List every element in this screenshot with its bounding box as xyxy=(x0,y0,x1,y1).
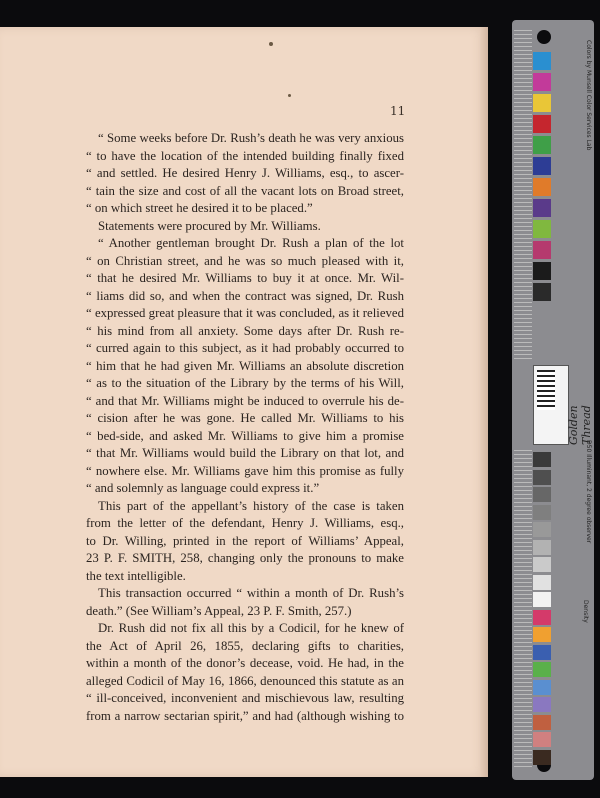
color-swatch xyxy=(533,750,551,765)
text-line: “ cision after he was gone. He called Mr. Williams to his xyxy=(86,411,404,425)
color-swatch xyxy=(533,157,551,175)
text-line: “ tain the size and cost of all the vacant lots on Broad street, xyxy=(86,183,404,198)
text-line: “ bed-side, and asked Mr. Williams to give him a promise xyxy=(86,428,404,443)
text-line: from the letter of the defendant, Henry J. Williams, esq., xyxy=(86,516,404,530)
color-swatch xyxy=(533,220,551,238)
color-swatch xyxy=(533,262,551,280)
color-swatch xyxy=(533,680,551,695)
color-swatch xyxy=(533,540,551,555)
color-swatch xyxy=(533,94,551,112)
color-swatch xyxy=(533,199,551,217)
color-swatch xyxy=(533,732,551,747)
color-swatch xyxy=(533,241,551,259)
checker-label-bottom: D50 Illuminant, 2 degree observer xyxy=(585,440,592,544)
color-swatch xyxy=(533,557,551,572)
body-text xyxy=(86,130,404,725)
text-line: “ on Christian street, and he was so much pleased with it, xyxy=(86,253,404,268)
text-line: Dr. Rush did not fix all this by a Codicil, for he knew of xyxy=(98,621,404,635)
page-number: 11 xyxy=(390,104,406,118)
text-line: “ as to the situation of the Library by the terms of his Will, xyxy=(86,376,404,390)
color-swatch xyxy=(533,52,551,70)
text-line: 23 P. F. SMITH, 258, changing only the pronouns to make xyxy=(86,551,404,565)
color-swatch xyxy=(533,487,551,502)
text-line: “ that Mr. Williams would build the Library on that lot, and xyxy=(86,446,404,460)
checker-label-top: Colors by Munsell Color Services Lab xyxy=(585,40,592,151)
target-barcode xyxy=(537,370,555,410)
ruler-scale xyxy=(514,30,532,360)
page-edge xyxy=(480,27,488,777)
text-line: the text intelligible. xyxy=(86,568,186,583)
text-line: from a narrow sectarian spirit,” and had (although wishing to xyxy=(86,708,404,723)
color-swatch xyxy=(533,610,551,625)
text-line: This part of the appellant’s history of the case is taken xyxy=(98,498,404,513)
text-line: “ liams did so, and when the contract was signed, Dr. Rush xyxy=(86,288,404,303)
text-line: “ Some weeks before Dr. Rush’s death he was very anxious xyxy=(98,131,404,145)
text-line: “ expressed great pleasure that it was concluded, as it relieved xyxy=(86,306,404,320)
text-line: “ ill-conceived, inconvenient and mischievous law, resulting xyxy=(86,691,404,705)
text-line: “ Another gentleman brought Dr. Rush a plan of the lot xyxy=(98,236,404,250)
color-swatch xyxy=(533,178,551,196)
color-swatch xyxy=(533,627,551,642)
color-swatch xyxy=(533,697,551,712)
punch-hole xyxy=(537,30,551,44)
text-line: “ curred again to this subject, as it had probably occurred to xyxy=(86,341,404,355)
text-line: “ his mind from all anxiety. Some days after Dr. Rush re- xyxy=(86,323,404,338)
text-line: “ and solemnly as language could express it.” xyxy=(86,481,320,495)
color-swatch xyxy=(533,662,551,677)
text-line: to Dr. Willing, printed in the report of Williams’ Appeal, xyxy=(86,533,404,548)
text-line: This transaction occurred “ within a month of Dr. Rush’s xyxy=(98,586,404,600)
color-swatch xyxy=(533,470,551,485)
color-swatch xyxy=(533,592,551,607)
color-swatch xyxy=(533,715,551,730)
text-line: “ and that Mr. Williams might be induced to overrule his de- xyxy=(86,393,404,408)
color-swatch xyxy=(533,522,551,537)
text-line: “ and settled. He desired Henry J. Williams, esq., to ascer- xyxy=(86,166,404,180)
text-line: the Act of April 26, 1855, declaring gifts to charities, xyxy=(86,638,404,653)
text-line: death.” (See William’s Appeal, 23 P. F. Smith, 257.) xyxy=(86,603,352,618)
text-line: Statements were procured by Mr. Williams. xyxy=(98,218,321,233)
color-swatch xyxy=(533,452,551,467)
text-line: within a month of the donor’s decease, void. He had, in the xyxy=(86,656,404,670)
text-line: “ that he desired Mr. Williams to buy it at once. Mr. Wil- xyxy=(86,271,404,285)
color-swatch xyxy=(533,645,551,660)
color-swatch xyxy=(533,575,551,590)
color-swatch xyxy=(533,115,551,133)
color-swatch xyxy=(533,505,551,520)
text-line: “ to have the location of the intended building finally fixed xyxy=(86,148,404,163)
density-label: Density xyxy=(582,600,589,623)
text-line: “ on which street he desired it to be placed.” xyxy=(86,201,313,215)
text-line: “ nowhere else. Mr. Williams gave him this promise as fully xyxy=(86,463,404,478)
text-line: “ him that he had given Mr. Williams an absolute discretion xyxy=(86,358,404,373)
paper-speck xyxy=(288,94,291,97)
paper-speck xyxy=(269,42,273,46)
color-swatch xyxy=(533,136,551,154)
ruler-scale xyxy=(514,450,532,770)
text-line: alleged Codicil of May 16, 1866, denounced this statute as an xyxy=(86,673,404,688)
color-swatch xyxy=(533,283,551,301)
color-swatch xyxy=(533,73,551,91)
brand-title: Golden Thread xyxy=(567,405,593,445)
